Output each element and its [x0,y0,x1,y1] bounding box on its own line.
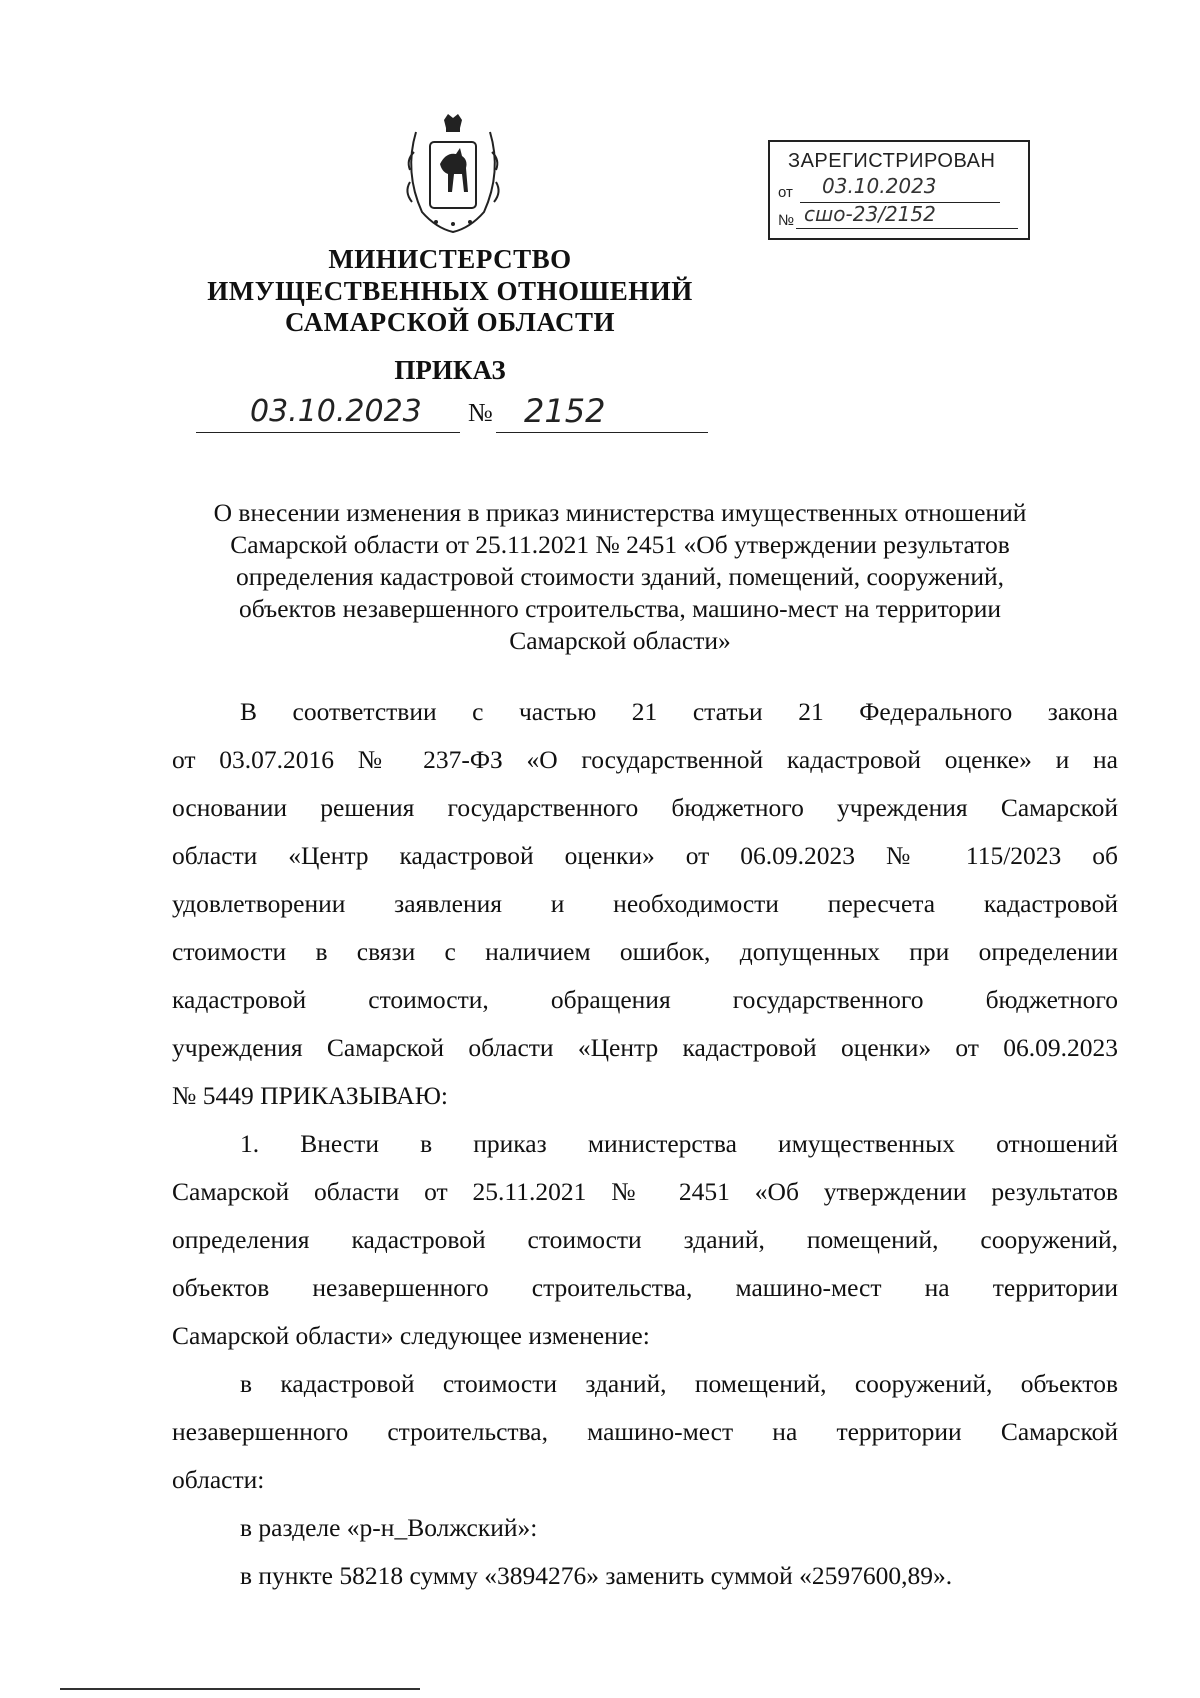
subject-line: Самарской области от 25.11.2021 № 2451 «Об утверждении результатов [230,530,1010,559]
preamble-line: основании решения государственного бюджетного учреждения Самарской [172,793,1118,822]
item1-line: объектов незавершенного строительства, машино-мест на территории [172,1273,1118,1302]
stamp-handwritten-number: сшо-23/2152 [804,202,936,226]
change-intro-line: в кадастровой стоимости зданий, помещений, сооружений, объектов [240,1369,1118,1398]
item1-line: 1. Внести в приказ министерства имущественных отношений [240,1129,1118,1158]
order-number-label: № [468,398,493,427]
change-intro-line: области: [172,1465,265,1494]
item1-line: Самарской области» следующее изменение: [172,1321,650,1350]
preamble-line: кадастровой стоимости, обращения государственного бюджетного [172,985,1118,1014]
item1-line: определения кадастровой стоимости зданий, помещений, сооружений, [172,1225,1118,1254]
order-title: ПРИКАЗ [394,355,506,385]
registration-stamp [768,140,1030,240]
order-number-underline [496,432,708,433]
order-date-underline [196,432,460,433]
page-footer-rule [60,1688,420,1690]
stamp-title: ЗАРЕГИСТРИРОВАН [788,150,996,172]
item1-line: Самарской области от 25.11.2021 № 2451 «Об утверждении результатов [172,1177,1118,1206]
stamp-number-underline [796,228,1018,229]
preamble-line: от 03.07.2016 № 237-ФЗ «О государственной кадастровой оценке» и на [172,745,1118,774]
preamble-line: В соответствии с частью 21 статьи 21 Федерального закона [240,697,1118,726]
samara-coat-of-arms-emblem [396,112,510,238]
stamp-number-label: № [778,212,795,229]
stamp-handwritten-date: 03.10.2023 [822,174,937,198]
preamble-line: стоимости в связи с наличием ошибок, допущенных при определении [172,937,1118,966]
order-number-handwritten: 2152 [524,392,606,430]
preamble-line: № 5449 ПРИКАЗЫВАЮ: [172,1081,449,1110]
ministry-name-line-2: ИМУЩЕСТВЕННЫХ ОТНОШЕНИЙ [207,276,693,306]
stamp-date-label: от [778,184,793,201]
subject-line: определения кадастровой стоимости зданий, помещений, сооружений, [235,562,1005,591]
section-line: в разделе «р-н_Волжский»: [240,1513,538,1542]
ministry-name-line-1: МИНИСТЕРСТВО [328,244,572,274]
change-intro-line: незавершенного строительства, машино-мест на территории Самарской [172,1417,1118,1446]
subject-line: Самарской области» [509,626,731,655]
order-date-handwritten: 03.10.2023 [250,394,422,429]
subject-line: О внесении изменения в приказ министерства имущественных отношений [213,498,1027,527]
point-line: в пункте 58218 сумму «3894276» заменить суммой «2597600,89». [240,1561,953,1590]
order-subject [170,497,1070,657]
preamble-line: области «Центр кадастровой оценки» от 06.09.2023 № 115/2023 об [172,841,1118,870]
preamble-line: удовлетворении заявления и необходимости пересчета кадастровой [172,889,1118,918]
preamble-line: учреждения Самарской области «Центр кадастровой оценки» от 06.09.2023 [172,1033,1118,1062]
ministry-name-line-3: САМАРСКОЙ ОБЛАСТИ [284,307,616,337]
subject-line: объектов незавершенного строительства, машино-мест на территории [238,594,1002,623]
